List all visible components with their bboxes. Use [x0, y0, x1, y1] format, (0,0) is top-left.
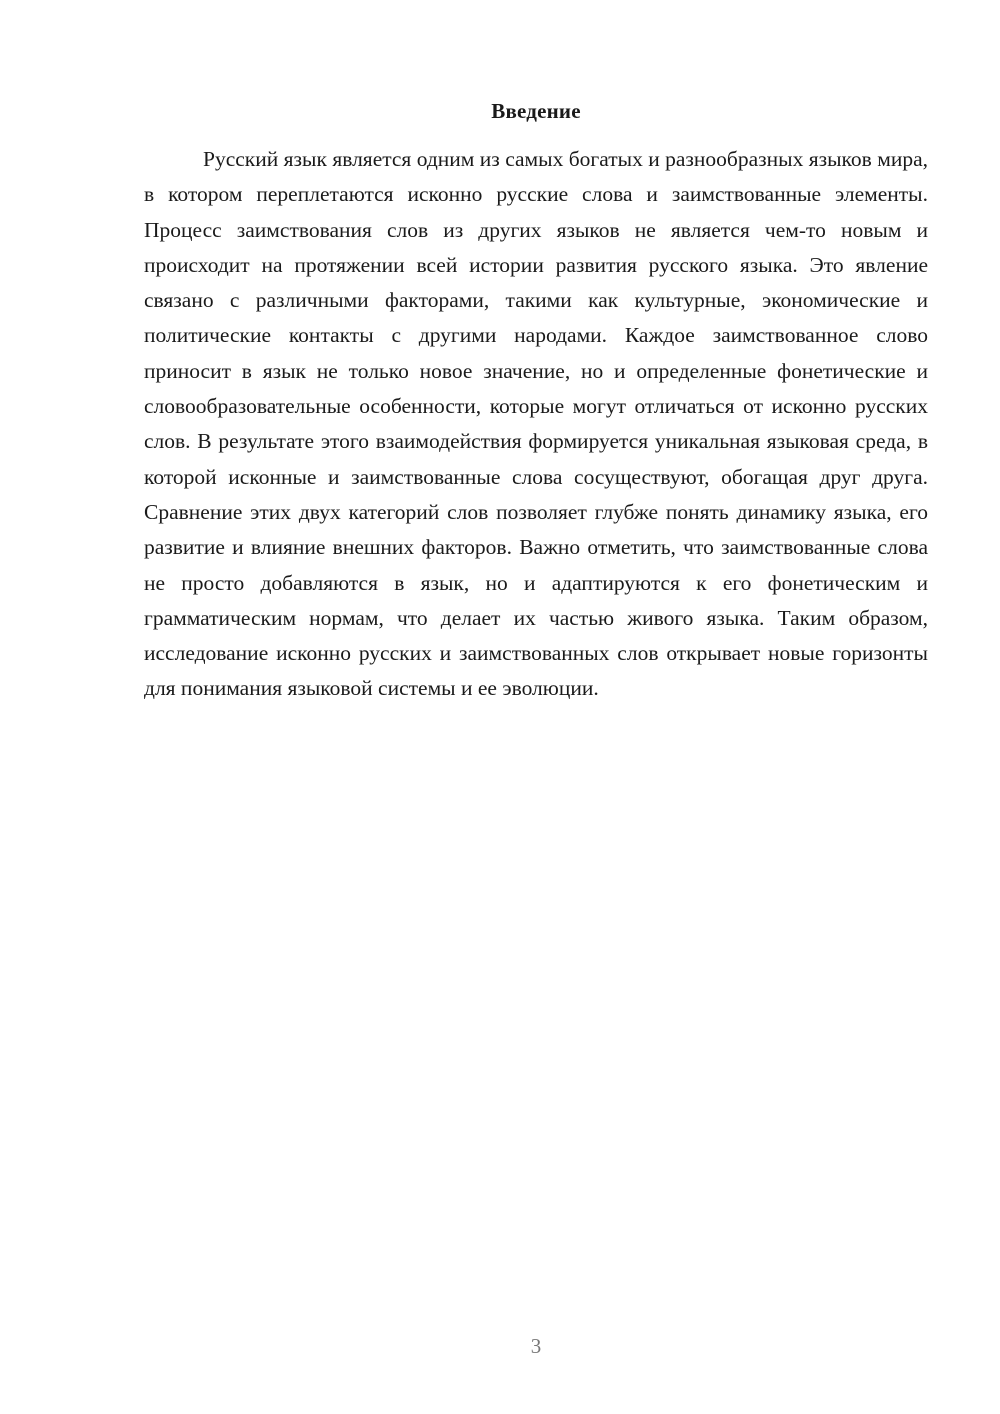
page-number: 3 [530, 1334, 542, 1358]
body-paragraph: Русский язык является одним из самых богатых и разнообразных языков мира, в котором переплетаются исконно русские слова и заимствованные элементы. Процесс заимствования слов из других языков не является чем-то новым и происходит на протяжении всей истории развития русского языка. Это явление связано с различными факторами, такими как культурные, экономические и политические контакты с другими народами. Каждое заимствованное слово приносит в язык не только новое значение, но и определенные фонетические и словообразовательные особенности, которые могут отличаться от исконно русских слов. В результате этого взаимодействия формируется уникальная языковая среда, в которой исконные и заимствованные слова сосуществуют, обогащая друг друга. Сравнение этих двух категорий слов позволяет глубже понять динамику языка, его развитие и влияние внешних факторов. Важно отметить, что заимствованные слова не просто добавляются в язык, но и адаптируются к его фонетическим и грамматическим нормам, что делает их частью живого языка. Таким образом, исследование исконно русских и заимствованных слов открывает новые горизонты для понимания языковой системы и ее эволюции. [144, 147, 928, 701]
section-heading: Введение [491, 99, 581, 123]
